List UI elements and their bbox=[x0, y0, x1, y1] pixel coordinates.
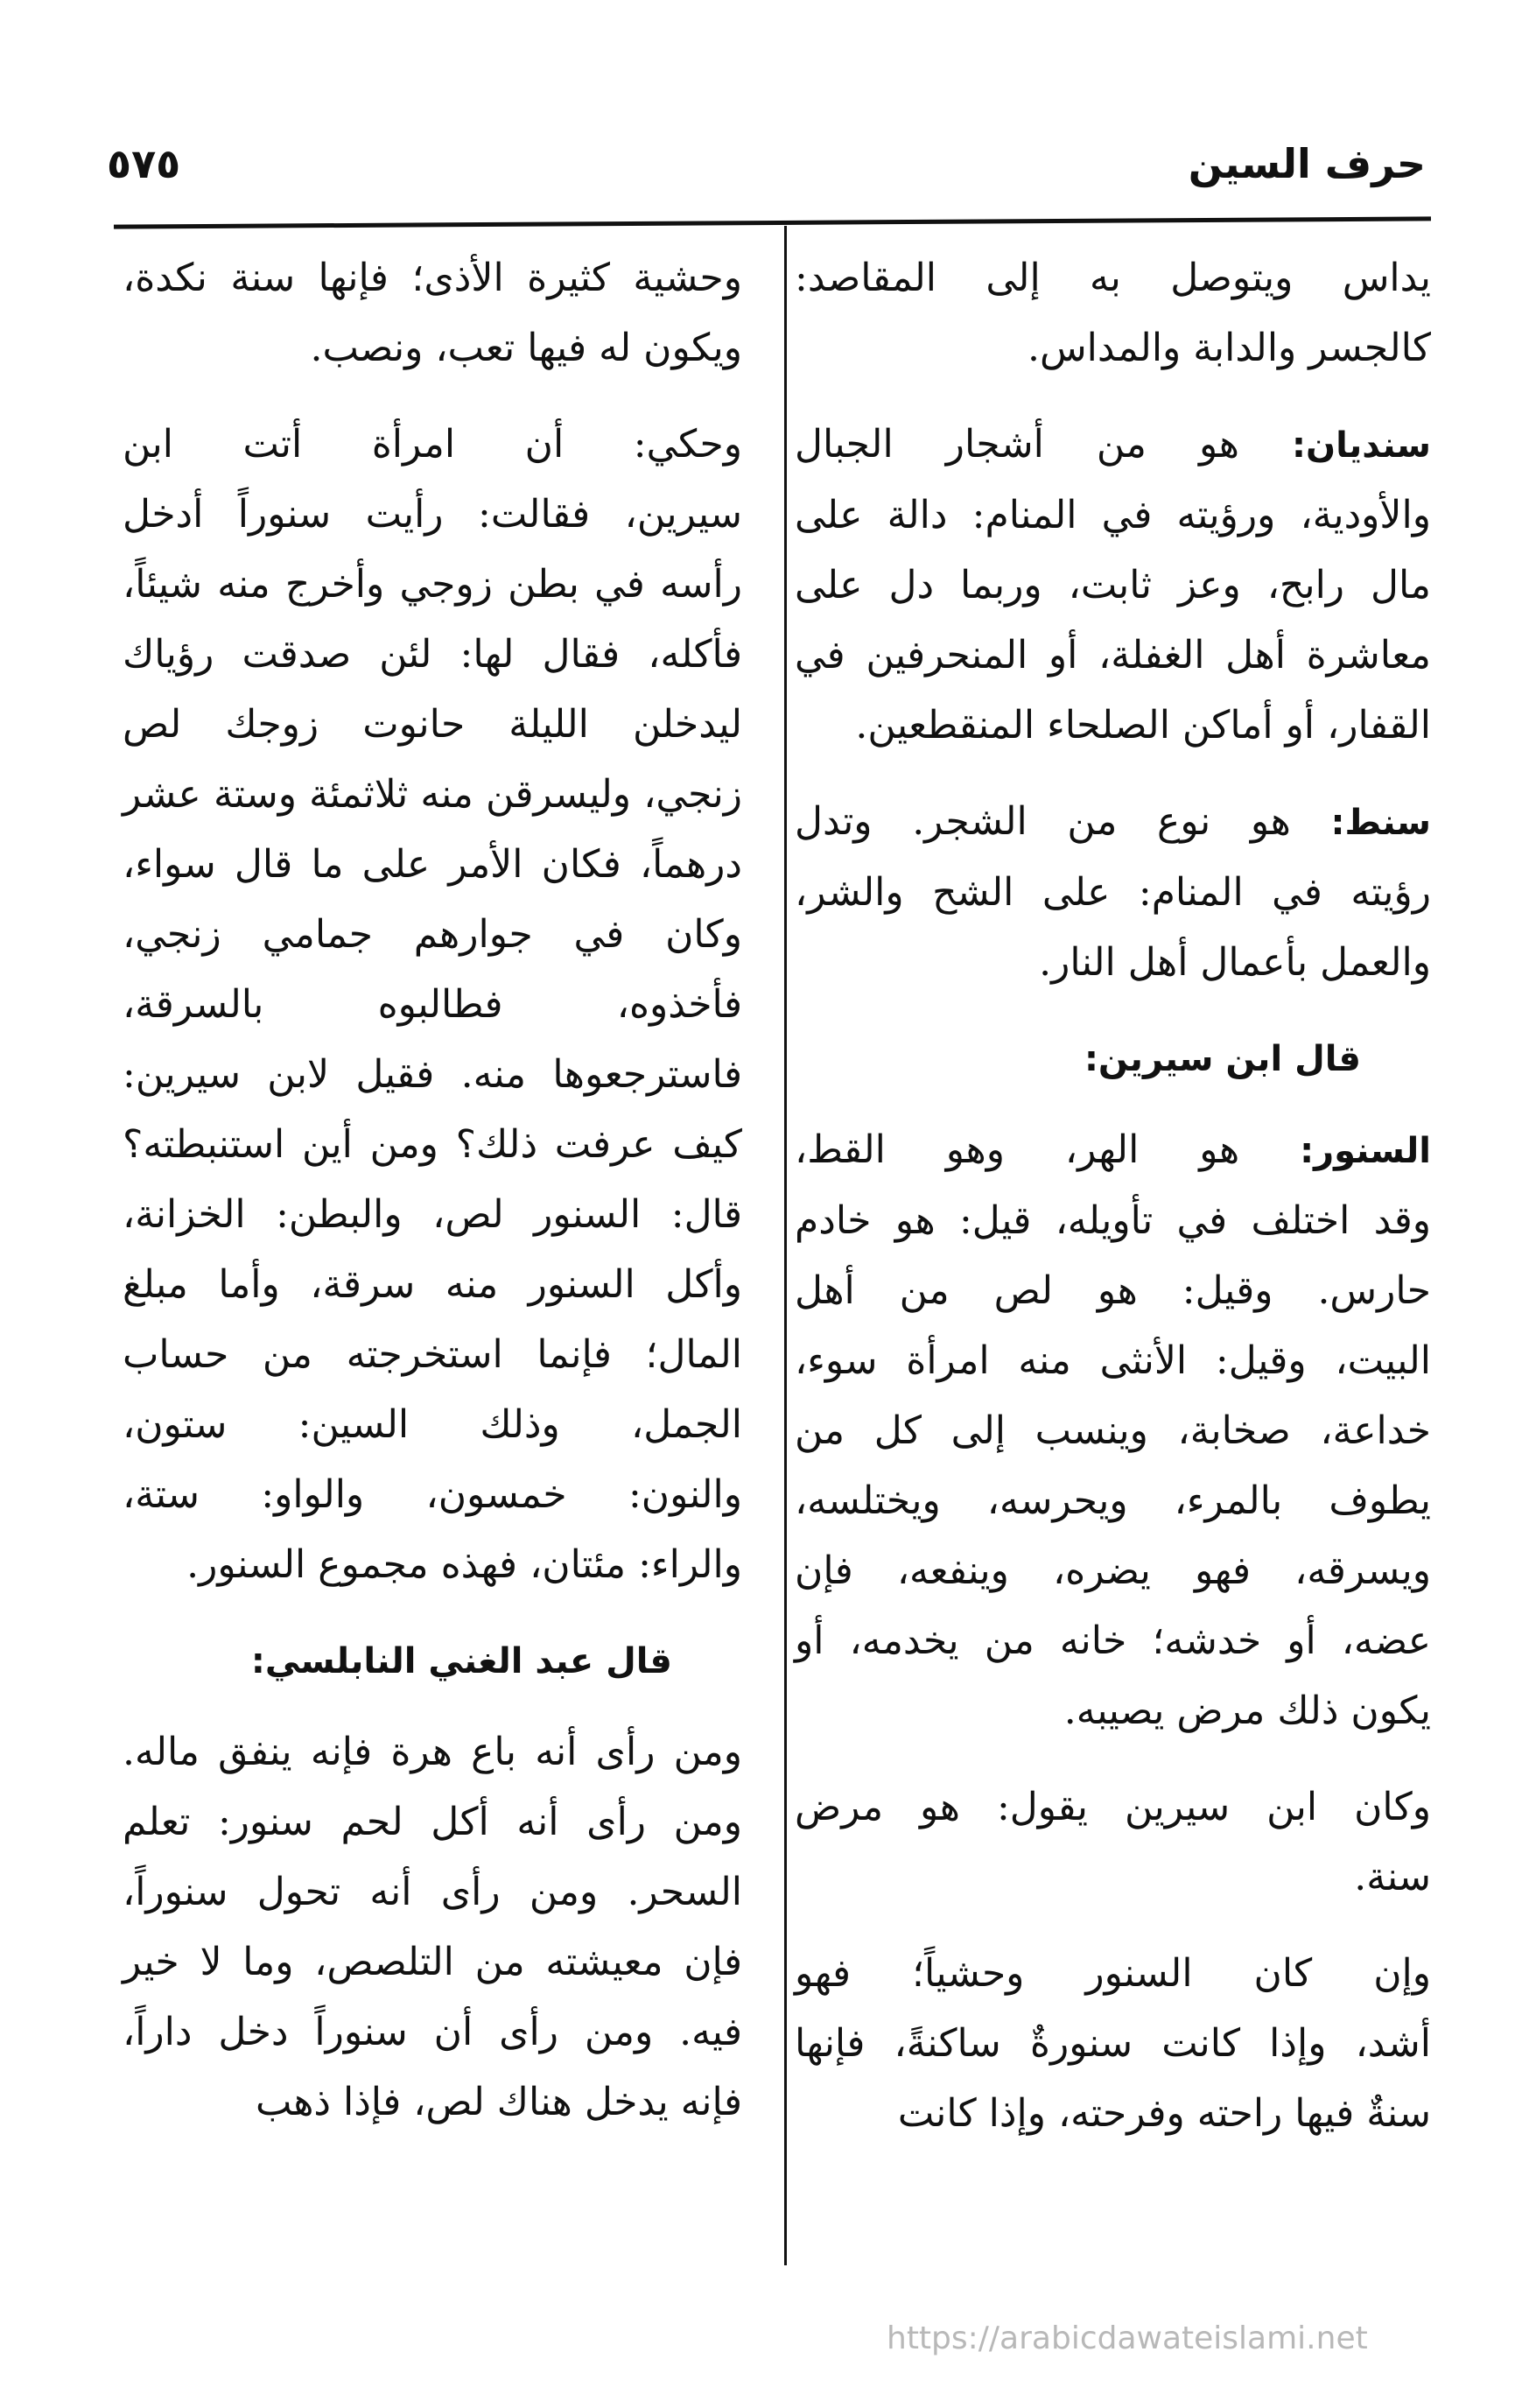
text-line: فإنه يدخل هناك لص، فإذا ذهب bbox=[256, 2080, 742, 2124]
text-line: ليدخلن الليلة حانوت زوجك لص bbox=[123, 702, 742, 747]
text-line: الجمل، وذلك السين: ستون، bbox=[123, 1402, 742, 1447]
text-line: ومن رأى أنه باع هرة فإنه ينفق ماله. bbox=[123, 1730, 742, 1774]
paragraph bbox=[795, 410, 1431, 761]
text-line: والنون: خمسون، والواو: ستة، bbox=[123, 1472, 742, 1517]
text-line: والراء: مئتان، فهذه مجموع السنور. bbox=[186, 1542, 742, 1587]
text-line: والأودية، ورؤيته في المنام: دالة على bbox=[795, 493, 1431, 537]
paragraph bbox=[123, 410, 742, 1600]
text-line: فاسترجعوها منه. فقيل لابن سيرين: bbox=[123, 1052, 742, 1097]
text-line: عضه، أو خدشه؛ خانه من يخدمه، أو bbox=[795, 1618, 1431, 1663]
text-line: فإن معيشته من التلصص، وما لا خير bbox=[123, 1940, 742, 1984]
text-line: يطوف بالمرء، ويحرسه، ويختلسه، bbox=[795, 1478, 1431, 1523]
text-line: يكون ذلك مرض يصيبه. bbox=[1063, 1688, 1431, 1733]
text-line: حارس. وقيل: هو لص من أهل bbox=[795, 1268, 1431, 1313]
column-divider bbox=[784, 226, 787, 2265]
text-line: وحكي: أن امرأة أتت ابن bbox=[123, 422, 742, 467]
text-line: البيت، وقيل: الأنثى منه امرأة سوء، bbox=[795, 1338, 1431, 1383]
text-line: فأخذوه، فطالبوه بالسرقة، bbox=[123, 982, 742, 1027]
text-line: ويسرقه، فهو يضره، وينفعه، فإن bbox=[795, 1548, 1431, 1593]
text-line: وكان في جوارهم جمامي زنجي، bbox=[123, 912, 742, 957]
paragraph bbox=[795, 787, 1431, 998]
right-column bbox=[795, 243, 1431, 2175]
text-line: كالجسر والدابة والمداس. bbox=[1027, 326, 1431, 370]
text-line: وكان ابن سيرين يقول: هو مرض bbox=[795, 1785, 1431, 1829]
text-line: المال؛ فإنما استخرجته من حساب bbox=[123, 1332, 742, 1377]
text-line: فيه. ومن رأى أن سنوراً دخل داراً، bbox=[123, 2010, 742, 2054]
text-line: درهماً، فكان الأمر على ما قال سواء، bbox=[123, 842, 742, 887]
text-line bbox=[795, 787, 1431, 858]
paragraph bbox=[795, 1939, 1431, 2149]
text-line: مال رابح، وعز ثابت، وربما دل على bbox=[795, 563, 1431, 607]
text-line bbox=[795, 410, 1431, 481]
text-line: وحشية كثيرة الأذى؛ فإنها سنة نكدة، bbox=[123, 256, 742, 300]
text-line: وقد اختلف في تأويله، قيل: هو خادم bbox=[795, 1198, 1431, 1243]
paragraph bbox=[123, 243, 742, 383]
text-line: معاشرة أهل الغفلة، أو المنحرفين في bbox=[795, 633, 1431, 677]
text-line: خداعة، صخابة، وينسب إلى كل من bbox=[795, 1408, 1431, 1453]
section-heading: قال عبد الغني النابلسي: bbox=[250, 1641, 672, 1681]
text-line: زنجي، وليسرقن منه ثلاثمئة وستة عشر bbox=[123, 772, 742, 817]
entry-text: هو الهر، وهو القط، bbox=[795, 1127, 1240, 1172]
text-line: ويكون له فيها تعب، ونصب. bbox=[310, 326, 742, 370]
entry-term: السنور: bbox=[1300, 1131, 1431, 1171]
text-line: سنةٌ فيها راحته وفرحته، وإذا كانت bbox=[897, 2091, 1431, 2136]
left-column bbox=[123, 243, 742, 2164]
paragraph bbox=[123, 1717, 742, 2138]
page-number: ٥٧٥ bbox=[107, 140, 181, 187]
text-line: وأكل السنور منه سرقة، وأما مبلغ bbox=[123, 1262, 742, 1307]
text-line: سنة. bbox=[1354, 1855, 1431, 1899]
header-rule bbox=[114, 216, 1431, 228]
text-line: وإن كان السنور وحشياً؛ فهو bbox=[795, 1951, 1431, 1996]
section-heading: قال ابن سيرين: bbox=[1084, 1039, 1361, 1079]
running-header-title: حرف السين bbox=[1188, 140, 1426, 187]
text-line bbox=[795, 1115, 1431, 1186]
paragraph bbox=[795, 243, 1431, 383]
entry-text: هو من أشجار الجبال bbox=[795, 422, 1239, 467]
entry-term: سنط: bbox=[1330, 803, 1431, 843]
text-line: قال: السنور لص، والبطن: الخزانة، bbox=[123, 1192, 742, 1237]
text-line: ومن رأى أنه أكل لحم سنور: تعلم bbox=[123, 1800, 742, 1844]
text-line: السحر. ومن رأى أنه تحول سنوراً، bbox=[123, 1870, 742, 1914]
entry-term: سنديان: bbox=[1292, 425, 1431, 466]
entry-text: هو نوع من الشجر. وتدل bbox=[795, 799, 1291, 844]
text-line: والعمل بأعمال أهل النار. bbox=[1039, 940, 1431, 985]
text-line: رؤيته في المنام: على الشح والشر، bbox=[795, 870, 1431, 915]
text-line: سيرين، فقالت: رأيت سنوراً أدخل bbox=[123, 492, 742, 537]
text-line: يداس ويتوصل به إلى المقاصد: bbox=[795, 256, 1431, 300]
text-line: فأكله، فقال لها: لئن صدقت رؤياك bbox=[123, 632, 743, 677]
text-line: رأسه في بطن زوجي وأخرج منه شيئاً، bbox=[123, 562, 742, 607]
watermark-url: https://arabicdawateislami.net bbox=[887, 2320, 1368, 2356]
text-line: القفار، أو أماكن الصلحاء المنقطعين. bbox=[855, 703, 1431, 748]
paragraph bbox=[795, 1773, 1431, 1913]
text-line: أشد، وإذا كانت سنورةٌ ساكنةً، فإنها bbox=[795, 2021, 1431, 2066]
text-line: كيف عرفت ذلك؟ ومن أين استنبطته؟ bbox=[123, 1122, 743, 1167]
paragraph bbox=[795, 1115, 1431, 1746]
